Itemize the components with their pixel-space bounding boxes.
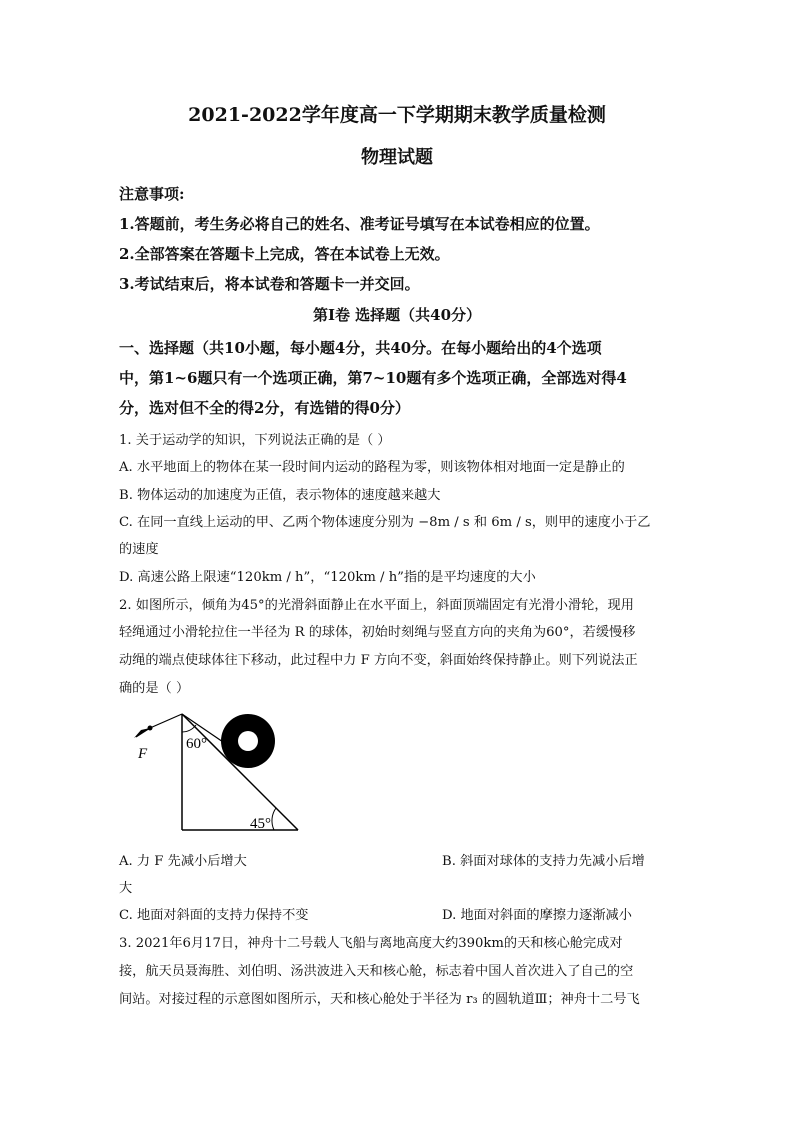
q2-option-a: A. 力 F 先减小后增大 xyxy=(119,854,247,869)
q1-option-c-cont: 的速度 xyxy=(119,542,159,557)
exam-title: 2021-2022学年度高一下学期期末教学质量检测 xyxy=(188,104,606,126)
q2-option-b-cont: 大 xyxy=(119,881,133,896)
part1-instruction: 中，第1~6题只有一个选项正确，第7~10题有多个选项正确，全部选对得4 xyxy=(119,369,627,387)
angle-label-bottom: 45° xyxy=(250,816,271,832)
notice-item: 3.考试结束后，将本试卷和答题卡一并交回。 xyxy=(119,275,420,293)
q2-stem-line: 轻绳通过小滑轮拉住一半径为 R 的球体，初始时刻绳与竖直方向的夹角为60°，若缓慢移 xyxy=(119,625,636,640)
rope-to-end xyxy=(150,714,182,728)
q1-option-b: B. 物体运动的加速度为正值，表示物体的速度越来越大 xyxy=(119,488,441,503)
force-arrow xyxy=(136,728,150,737)
q3-line: 间站。对接过程的示意图如图所示，天和核心舱处于半径为 r₃ 的圆轨道Ⅲ；神舟十二号飞 xyxy=(119,992,640,1007)
part1-instruction: 分，选对但不全的得2分，有选错的得0分） xyxy=(119,399,410,417)
q3-line: 接，航天员聂海胜、刘伯明、汤洪波进入天和核心舱，标志着中国人首次进入了自己的空 xyxy=(119,964,634,979)
q1-option-d: D. 高速公路上限速“120km / h”，“120km / h”指的是平均速度的大小 xyxy=(119,570,536,585)
notice-item: 2.全部答案在答题卡上完成，答在本试卷上无效。 xyxy=(119,245,450,263)
angle-arc-bottom xyxy=(272,808,276,830)
angle-label-top: 60° xyxy=(186,736,207,752)
q2-stem-line: 动绳的端点使球体往下移动，此过程中力 F 方向不变，斜面始终保持静止。则下列说法正 xyxy=(119,653,638,668)
part1-heading: 第Ⅰ卷 选择题（共40分） xyxy=(312,306,482,324)
q2-stem-line: 2. 如图所示，倾角为45°的光滑斜面静止在水平面上，斜面顶端固定有光滑小滑轮，现用 xyxy=(119,598,634,613)
notice-heading: 注意事项: xyxy=(119,185,185,203)
q1-option-a: A. 水平地面上的物体在某一段时间内运动的路程为零，则该物体相对地面一定是静止的 xyxy=(119,460,625,475)
q2-option-d: D. 地面对斜面的摩擦力逐渐减小 xyxy=(442,908,632,923)
q2-option-b: B. 斜面对球体的支持力先减小后增 xyxy=(442,854,645,869)
q1-stem: 1. 关于运动学的知识，下列说法正确的是（ ） xyxy=(119,433,391,448)
exam-subtitle: 物理试题 xyxy=(361,147,433,168)
notice-item: 1.答题前，考生务必将自己的姓名、准考证号填写在本试卷相应的位置。 xyxy=(119,215,600,233)
incline-figure xyxy=(128,706,308,838)
q2-option-c: C. 地面对斜面的支持力保持不变 xyxy=(119,908,309,923)
q3-line: 3. 2021年6月17日，神舟十二号载人飞船与离地高度大约390km的天和核心舱完成对 xyxy=(119,936,623,951)
part1-instruction: 一、选择题（共10小题，每小题4分，共40分。在每小题给出的4个选项 xyxy=(119,339,602,357)
q2-stem-line: 确的是（ ） xyxy=(119,681,190,696)
ball-hole xyxy=(238,731,258,751)
force-label: F xyxy=(138,746,148,762)
q1-option-c: C. 在同一直线上运动的甲、乙两个物体速度分别为 −8m / s 和 6m / s，则甲的速度小于乙 xyxy=(119,515,651,530)
